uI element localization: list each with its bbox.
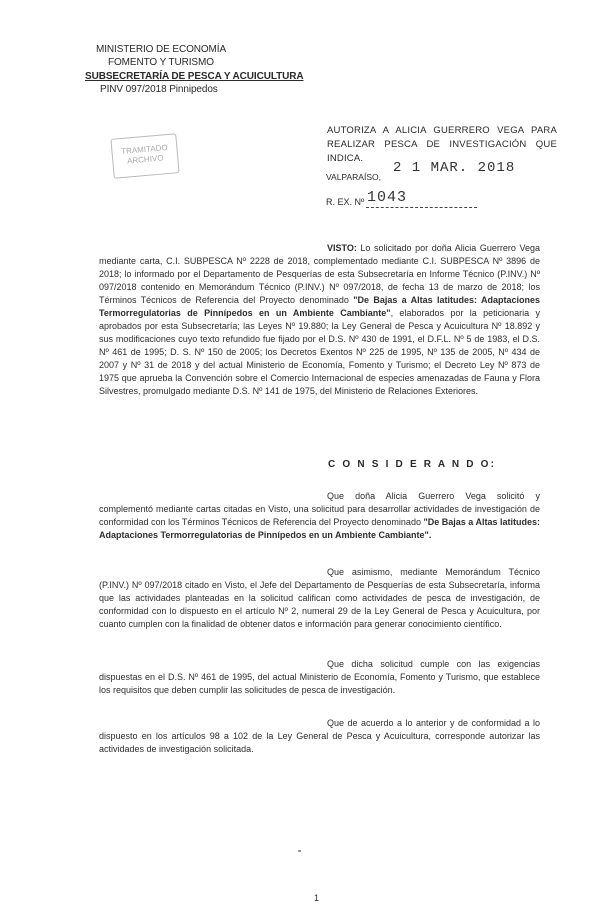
ministry-line: MINISTERIO DE ECONOMÍA [96, 44, 227, 55]
rex-underline [366, 207, 477, 208]
visto-text-1: Lo solicitado por doña Alicia Guerrero Vega mediante carta, C.I. SUBPESCA Nº 2228 de 2018, complementado mediante C.I. SUBPESCA Nº 3896 de 2018; lo informado por el Departamento de Pesquerías de esta Subsecretaría en Informe Técnico (P.INV.) Nº 097/2018 contenido en Memorándum Técnico (P.INV.) Nº 097/2018, de fecha 13 de marzo de 2018; los Términos Técnicos de Referencia del Proyecto denominado [99, 243, 540, 305]
scan-speck [298, 850, 301, 852]
visto-label: VISTO: [327, 243, 357, 253]
rex-number: 1043 [367, 189, 408, 206]
pinv-line: PINV 097/2018 Pinnipedos [100, 84, 218, 95]
considerando-3-text: Que dicha solicitud cumple con las exigencias dispuestas en el D.S. Nº 461 de 1995, del actual Ministerio de Economía, Fomento y Turismo, que establece los requisitos que deben cumplir las solicitudes de pesca de investigación. [99, 659, 540, 695]
considerando-4-text: Que de acuerdo a lo anterior y de conformidad a lo dispuesto en los artículos 98 a 102 de la Ley General de Pesca y Acuicultura, corresponde autorizar las actividades de investigación solicitada. [99, 718, 540, 754]
considerando-1-project: "De Bajas a Altas latitudes: Adaptaciones Termorregulatorias de Pinnípedos en un Ambiente Cambiante". [99, 517, 540, 540]
subsecretaria-line: SUBSECRETARÍA DE PESCA Y ACUICULTURA [85, 71, 304, 82]
considerando-paragraph-3 [99, 658, 540, 697]
visto-text-2: , elaborados por la peticionaria y aprobados por esta Subsecretaría; las Leyes Nº 19.880; la Ley General de Pesca y Acuicultura Nº 18.892 y sus modificaciones cuyo texto refundido fue fijado por el D.S. Nº 430 de 1991, el D.F.L. Nº 5 de 1983, el D.S. Nº 461 de 1995; D. S. Nº 150 de 2005; los Decretos Exentos Nº 225 de 1995, Nº 135 de 2005, Nº 434 de 2007 y Nº 31 de 2018 y del actual Ministerio de Economía, Fomento y Turismo; el Decreto Ley Nº 873 de 1975 que aprueba la Convención sobre el Comercio Internacional de especies amenazadas de Fauna y Flora Silvestres, promulgado mediante D.S. Nº 141 de 1975, del Ministerio de Relaciones Exteriores. [99, 308, 541, 396]
ministry-line-2: FOMENTO Y TURISMO [108, 57, 214, 68]
stamp-line-1: TRAMITADO [120, 143, 168, 157]
considerando-paragraph-2 [99, 566, 540, 631]
considerando-paragraph-4 [99, 717, 540, 756]
reference-title: AUTORIZA A ALICIA GUERRERO VEGA PARA REALIZAR PESCA DE INVESTIGACIÓN QUE INDICA. [327, 125, 557, 164]
office-stamp [110, 133, 179, 179]
considerando-paragraph-1 [99, 490, 540, 542]
place-label: VALPARAÍSO, [326, 172, 381, 182]
considerando-1-text: Que doña Alicia Guerrero Vega solicitó y complementó mediante cartas citadas en Visto, una solicitud para desarrollar actividades de investigación de conformidad con los Términos Técnicos de Referencia del Proyecto denominado [99, 491, 540, 527]
considerando-2-text: Que asimismo, mediante Memorándum Técnico (P.INV.) Nº 097/2018 citado en Visto, el Jefe del Departamento de Pesquerías de esta Subsecretaría, informa que las actividades planteadas en la solicitud califican como actividades de pesca de investigación, de conformidad con lo dispuesto en el artículo Nº 2, numeral 29 de la Ley General de Pesca y Acuicultura, por cuanto cumplen con la finalidad de obtener datos e información para generar conocimiento científico. [99, 567, 540, 629]
visto-paragraph [99, 242, 540, 398]
considerando-heading: C O N S I D E R A N D O: [328, 459, 497, 470]
visto-project: "De Bajas a Altas latitudes: Adaptaciones Termorregulatorias de Pinnípedos en un Ambiente Cambiante" [99, 295, 541, 318]
resolution-date: 2 1 MAR. 2018 [393, 160, 516, 176]
stamp-line-2: ARCHIVO [126, 153, 164, 166]
rex-label: R. EX. Nº [326, 197, 365, 207]
page-number: 1 [314, 893, 320, 903]
